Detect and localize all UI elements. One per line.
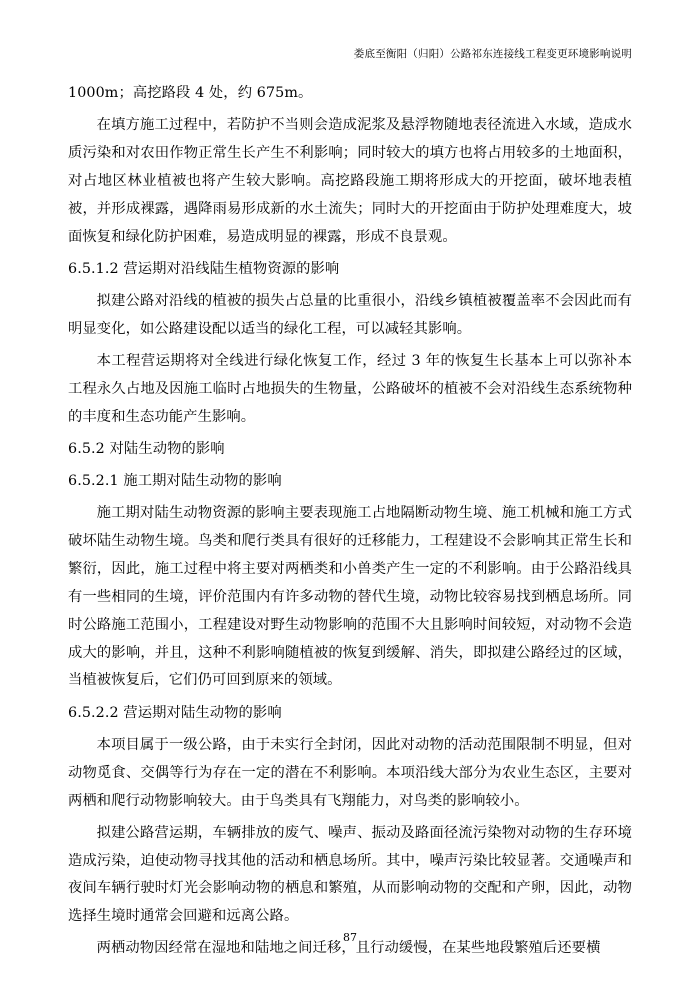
paragraph: 两栖动物因经常在湿地和陆地之间迁移，且行动缓慢，在某些地段繁殖后还要横 <box>96 940 601 957</box>
paragraph: 施工期对陆生动物资源的影响主要表现施工占地隔断动物生境、施工机械和施工方式破坏陆生动物生境。鸟类和爬行类具有很好的迁移能力，工程建设不会影响其正常生长和繁衍，因此，施工过程中将主要对两栖类和小兽类产生一定的不利影响。由于公路沿线具有一些相同的生境，评价范围内有许多动物的替代生境，动物比较容易找到栖息场所。同时公路施工范围小，工程建设对野生动物影响的范围不大且影响时间较短，对动物不会造成大的影响，并且，这种不利影响随植被的恢复到缓解、消失，即拟建公路经过的区域，当植被恢复后，它们仍可回到原来的领域。 <box>68 505 632 689</box>
paragraph: 本项目属于一级公路，由于未实行全封闭，因此对动物的活动范围限制不明显，但对动物觅食、交偶等行为存在一定的潜在不利影响。本项沿线大部分为农业生态区，主要对两栖和爬行动物影响较大。由于鸟类具有飞翔能力，对鸟类的影响较小。 <box>68 736 632 809</box>
paragraph: 本工程营运期将对全线进行绿化恢复工作，经过 3 年的恢复生长基本上可以弥补本工程永久占地及因施工临时占地损失的生物量，公路破坏的植被不会对沿线生态系统物种的丰度和生态功能产生影响。 <box>68 353 632 425</box>
page-number: 87 <box>343 931 357 944</box>
section-heading: 6.5.2 对陆生动物的影响 <box>68 440 225 457</box>
paragraph: 拟建公路对沿线的植被的损失占总量的比重很小，沿线乡镇植被覆盖率不会因此而有明显变化，如公路建设配以适当的绿化工程，可以减轻其影响。 <box>68 292 632 337</box>
paragraph: 拟建公路营运期，车辆排放的废气、噪声、振动及路面径流污染物对动物的生存环境造成污染，迫使动物寻找其他的活动和栖息场所。其中，噪声污染比较显著。交通噪声和夜间车辆行驶时灯光会影响动物的栖息和繁殖，从而影响动物的交配和产卵，因此，动物选择生境时通常会回避和远离公路。 <box>68 824 632 925</box>
paragraph: 1000m；高挖路段 4 处，约 675m。 <box>68 85 313 101</box>
page-header: 娄底至衡阳（归阳）公路祁东连接线工程变更环境影响说明 <box>353 48 632 60</box>
section-heading: 6.5.2.2 营运期对陆生动物的影响 <box>68 704 282 721</box>
section-heading: 6.5.1.2 营运期对沿线陆生植物资源的影响 <box>68 260 340 277</box>
paragraph: 在填方施工过程中，若防护不当则会造成泥浆及悬浮物随地表径流进入水域，造成水质污染和对农田作物正常生长产生不利影响；同时较大的填方也将占用较多的土地面积，对占地区林业植被也将产生较大影响。高挖路段施工期将形成大的开挖面，破坏地表植被，并形成裸露，遇降雨易形成新的水土流失；同时大的开挖面由于防护处理难度大，坡面恢复和绿化防护困难，易造成明显的裸露，形成不良景观。 <box>68 117 632 245</box>
page-body <box>68 80 632 968</box>
section-heading: 6.5.2.1 施工期对陆生动物的影响 <box>68 473 282 490</box>
